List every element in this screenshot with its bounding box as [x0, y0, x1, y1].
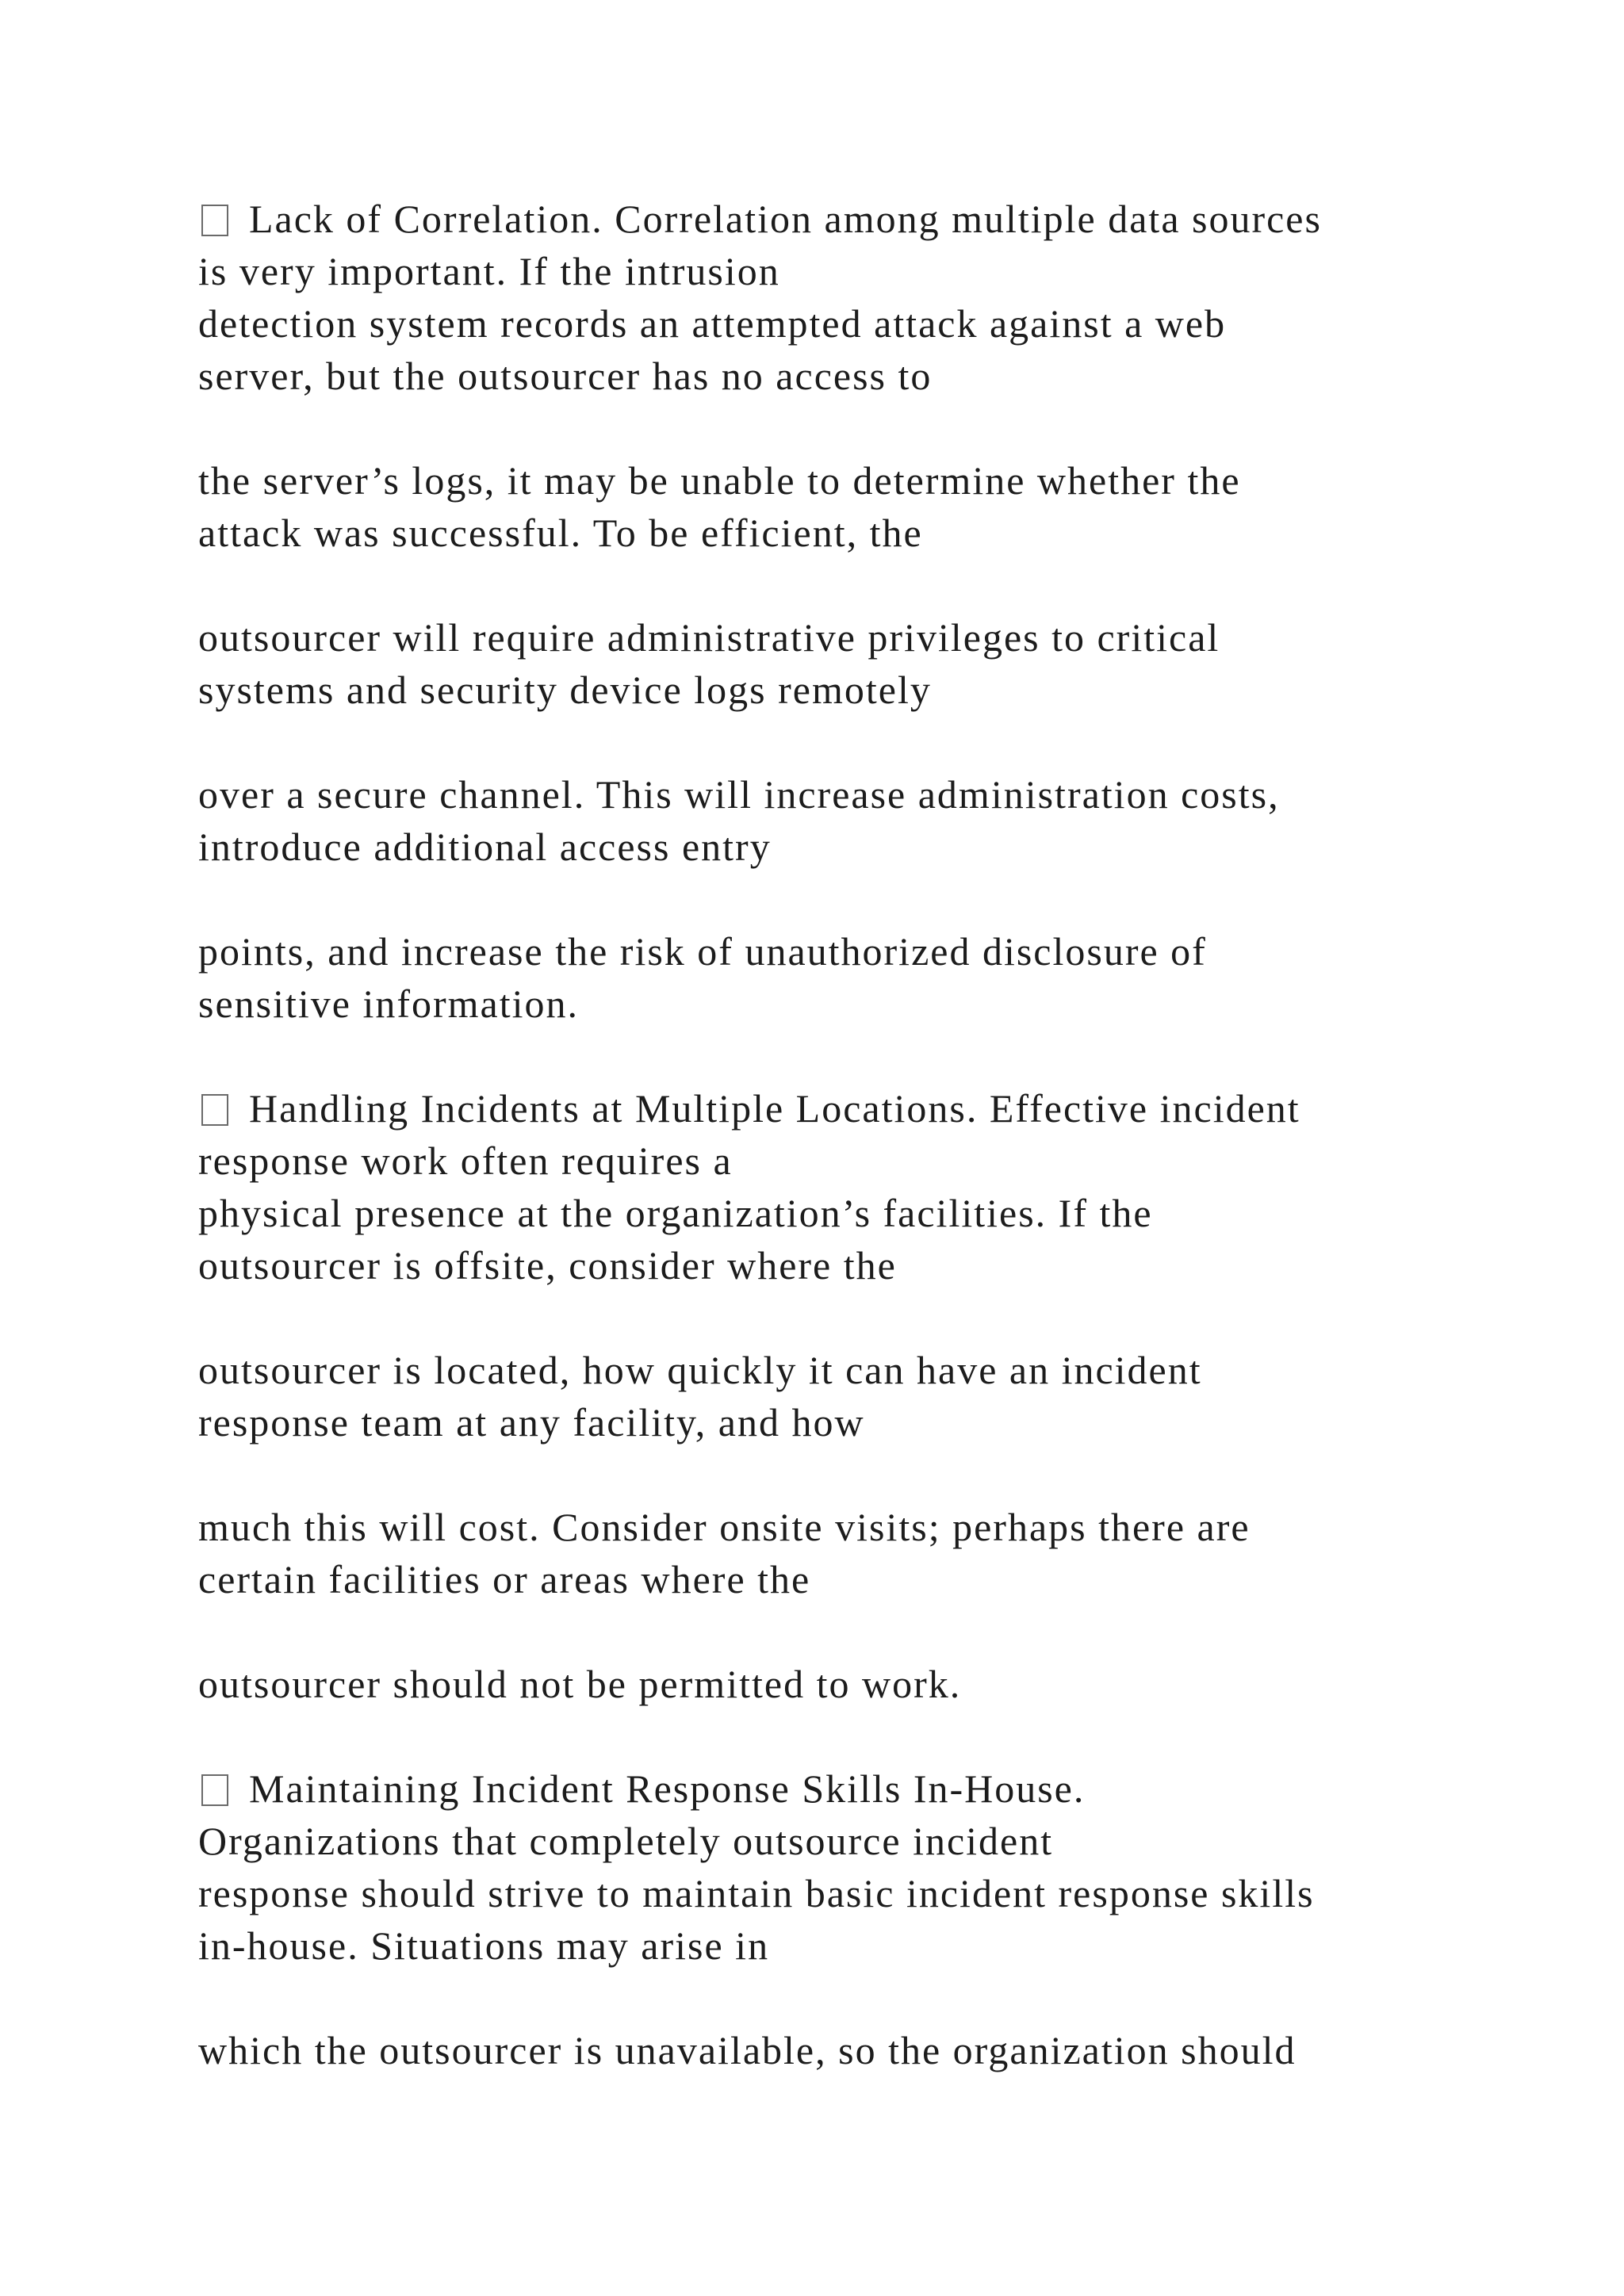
paragraph-gap	[198, 1710, 1546, 1762]
bullet-paragraph-multiple-locations	[198, 1082, 1546, 1292]
bullet-paragraph-in-house-skills	[198, 1762, 1546, 1972]
paragraph-gap	[198, 716, 1546, 768]
paragraph	[198, 1658, 1546, 1710]
text-line: Handling Incidents at Multiple Locations. Effective incident	[198, 1082, 1546, 1135]
paragraph	[198, 454, 1546, 559]
text-line: server, but the outsourcer has no access to	[198, 354, 933, 398]
bullet-box-icon	[201, 1774, 228, 1806]
text-line: outsourcer should not be permitted to work.	[198, 1662, 962, 1706]
text-line: systems and security device logs remotely	[198, 668, 932, 712]
text-line: attack was successful. To be efficient, the	[198, 511, 923, 555]
text-line: outsourcer is offsite, consider where the	[198, 1243, 897, 1288]
text-line: response team at any facility, and how	[198, 1400, 865, 1445]
text-line: introduce additional access entry	[198, 825, 772, 869]
paragraph-gap	[198, 873, 1546, 925]
paragraph-gap	[198, 1972, 1546, 2024]
text-line: Organizations that completely outsource incident	[198, 1819, 1054, 1863]
paragraph	[198, 611, 1546, 716]
bullet-box-icon	[201, 205, 228, 236]
text-line: is very important. If the intrusion	[198, 249, 780, 293]
paragraph-gap	[198, 402, 1546, 454]
paragraph	[198, 925, 1546, 1030]
text-line: sensitive information.	[198, 982, 580, 1026]
paragraph	[198, 768, 1546, 873]
text-line: outsourcer is located, how quickly it can have an incident	[198, 1348, 1202, 1392]
text-line: Maintaining Incident Response Skills In-House.	[198, 1762, 1546, 1815]
paragraph	[198, 1501, 1546, 1605]
text-line: response work often requires a	[198, 1138, 733, 1183]
text-line: physical presence at the organization’s facilities. If the	[198, 1191, 1153, 1235]
paragraph	[198, 2024, 1546, 2076]
document-body	[198, 193, 1546, 2076]
text-line: much this will cost. Consider onsite visits; perhaps there are	[198, 1505, 1251, 1549]
paragraph-gap	[198, 559, 1546, 611]
text-line: detection system records an attempted attack against a web	[198, 301, 1227, 346]
paragraph-gap	[198, 1292, 1546, 1344]
paragraph-gap	[198, 1605, 1546, 1658]
text-line: over a secure channel. This will increase administration costs,	[198, 772, 1280, 817]
text-line: the server’s logs, it may be unable to determine whether the	[198, 458, 1241, 503]
paragraph-gap	[198, 1448, 1546, 1501]
paragraph-gap	[198, 1030, 1546, 1082]
text-line: points, and increase the risk of unauthorized disclosure of	[198, 929, 1207, 974]
bullet-box-icon	[201, 1094, 228, 1126]
paragraph	[198, 1344, 1546, 1448]
bullet-paragraph-lack-of-correlation	[198, 193, 1546, 402]
text-line: outsourcer will require administrative privileges to critical	[198, 615, 1220, 660]
text-line: in-house. Situations may arise in	[198, 1923, 770, 1968]
text-line: Lack of Correlation. Correlation among multiple data sources	[198, 193, 1546, 245]
text-line: response should strive to maintain basic incident response skills	[198, 1871, 1315, 1915]
text-line: which the outsourcer is unavailable, so the organization should	[198, 2028, 1297, 2072]
text-line: certain facilities or areas where the	[198, 1557, 811, 1601]
